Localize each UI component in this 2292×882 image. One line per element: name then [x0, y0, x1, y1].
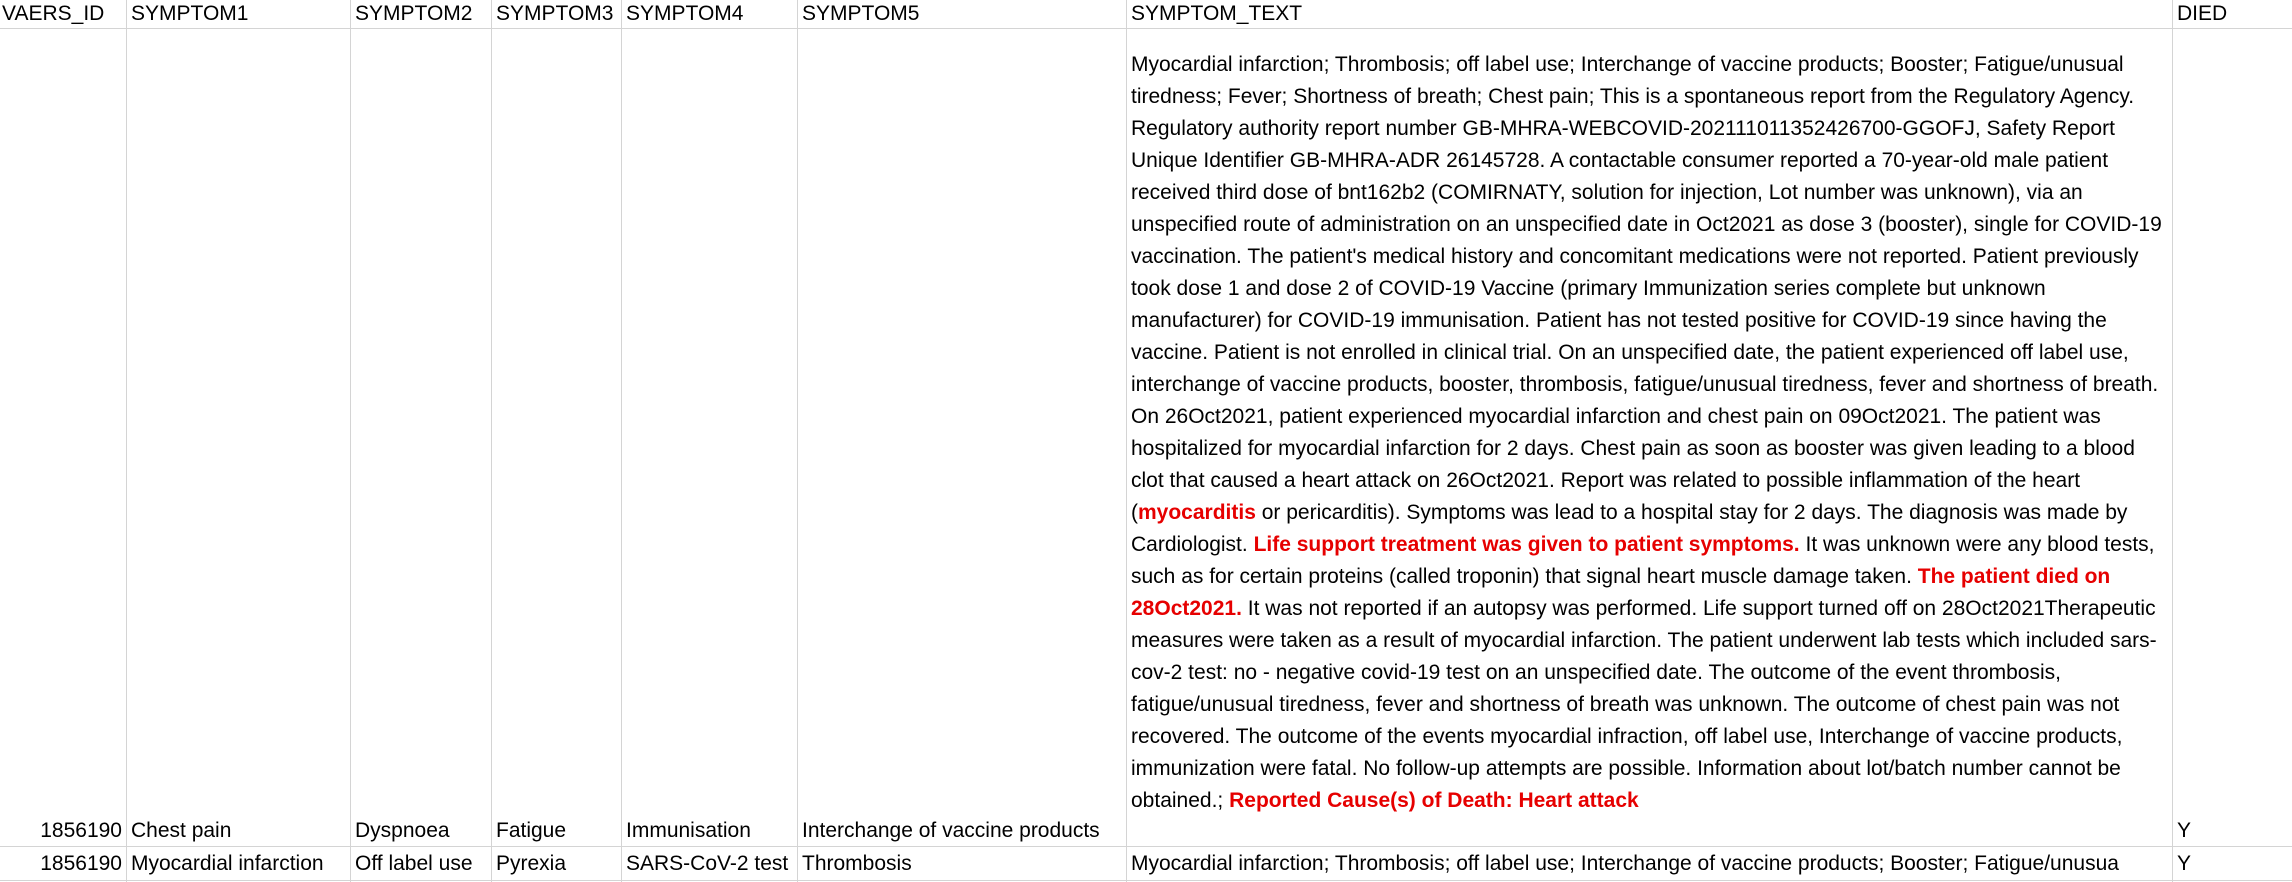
header-symptom-text[interactable]: SYMPTOM_TEXT — [1131, 2, 1303, 25]
symptom-text-part: Myocardial infarction; Thrombosis; off label use; Interchange of vaccine products; Booster; Fatigue/unusual tiredness; Fever; Shortness of breath; Chest pain; This is a spontaneous report from the Regulatory Agency. Regulatory authority report number GB-MHRA-WEBCOVID-202111011352426700-GGOFJ, Safety Report Unique Identifier GB-MHRA-ADR 26145728. A contactable consumer reported a 70-year-old male patient received third dose of bnt162b2 (COMIRNATY, solution for injection, Lot number was unknown), via an unspecified route of administration on an unspecified date in Oct2021 as dose 3 (booster), single for COVID-19 vaccination. The patient's medical history and concomitant medications were not reported. Patient previously took dose 1 and dose 2 of COVID-19 Vaccine (primary Immunization series complete but unknown manufacturer) for COVID-19 immunisation. Patient has not tested positive for COVID-19 since having the vaccine. Patient is not enrolled in clinical trial. On an unspecified date, the patient experienced off label use, interchange of vaccine products, booster, thrombosis, fatigue/unusual tiredness, fever and shortness of breath. On 26Oct2021, patient experienced myocardial infarction and chest pain on 09Oct2021. The patient was hospitalized for myocardial infarction for 2 days. Chest pain as soon as booster was given leading to a blood clot that caused a heart attack on 26Oct2021. Report was related to possible inflammation of the heart ( — [1131, 53, 2162, 524]
cell-symptom1[interactable]: Myocardial infarction — [131, 852, 324, 875]
cell-symptom3[interactable]: Pyrexia — [496, 852, 567, 875]
column-divider — [126, 0, 127, 882]
header-symptom2[interactable]: SYMPTOM2 — [355, 2, 473, 25]
header-symptom5[interactable]: SYMPTOM5 — [802, 2, 920, 25]
column-divider — [797, 0, 798, 882]
header-symptom4[interactable]: SYMPTOM4 — [626, 2, 744, 25]
symptom-text-part: or pericarditis). Symptoms was lead to a hospital stay for 2 days. The diagnosis was made by Cardiologist. — [1131, 501, 2128, 556]
highlight-myocarditis: myocarditis — [1138, 501, 1256, 524]
symptom-text-part: It was not reported if an autopsy was performed. Life support turned off on 28Oct2021Therapeutic measures were taken as a result of myocardial infarction. The patient underwent lab tests which included sars-cov-2 test: no - negative covid-19 test on an unspecified date. The outcome of the event thrombosis, fatigue/unusual tiredness, fever and shortness of breath was unknown. The outcome of chest pain was not recovered. The outcome of the events myocardial infraction, off label use, Interchange of vaccine products, immunization were fatal. No follow-up attempts are possible. Information about lot/batch number cannot be obtained.; — [1131, 597, 2157, 812]
header-died[interactable]: DIED — [2177, 2, 2228, 25]
header-symptom1[interactable]: SYMPTOM1 — [131, 2, 249, 25]
row-divider — [0, 880, 2292, 881]
highlight-life-support: Life support treatment was given to patient symptoms. — [1253, 533, 1800, 556]
cell-symptom4[interactable]: SARS-CoV-2 test — [626, 852, 789, 875]
cell-symptom3[interactable]: Fatigue — [496, 819, 567, 842]
cell-symptom5[interactable]: Thrombosis — [802, 852, 912, 875]
symptom-text-cell[interactable] — [1127, 49, 2172, 817]
cell-symptom-text[interactable]: Myocardial infarction; Thrombosis; off label use; Interchange of vaccine products; Booster; Fatigue/unusua — [1131, 852, 2119, 875]
header-vaers-id[interactable]: VAERS_ID — [2, 2, 105, 25]
row-divider — [0, 28, 2292, 29]
column-divider — [2172, 0, 2173, 882]
header-symptom3[interactable]: SYMPTOM3 — [496, 2, 614, 25]
cell-vaers-id[interactable]: 1856190 — [40, 852, 122, 875]
cell-symptom5[interactable]: Interchange of vaccine products — [802, 819, 1100, 842]
cell-symptom4[interactable]: Immunisation — [626, 819, 751, 842]
cell-symptom2[interactable]: Dyspnoea — [355, 819, 450, 842]
cell-vaers-id[interactable]: 1856190 — [40, 819, 122, 842]
column-divider — [491, 0, 492, 882]
symptom-text-part: It was unknown were any blood tests, such as for certain proteins (called troponin) that signal heart muscle damage taken. — [1131, 533, 2155, 588]
cell-symptom2[interactable]: Off label use — [355, 852, 473, 875]
highlight-cause-of-death: Reported Cause(s) of Death: Heart attack — [1229, 789, 1639, 812]
highlight-patient-died: The patient died on 28Oct2021. — [1131, 565, 2111, 620]
column-divider — [350, 0, 351, 882]
cell-died[interactable]: Y — [2177, 852, 2192, 875]
cell-died[interactable]: Y — [2177, 819, 2192, 842]
cell-symptom1[interactable]: Chest pain — [131, 819, 232, 842]
column-divider — [621, 0, 622, 882]
